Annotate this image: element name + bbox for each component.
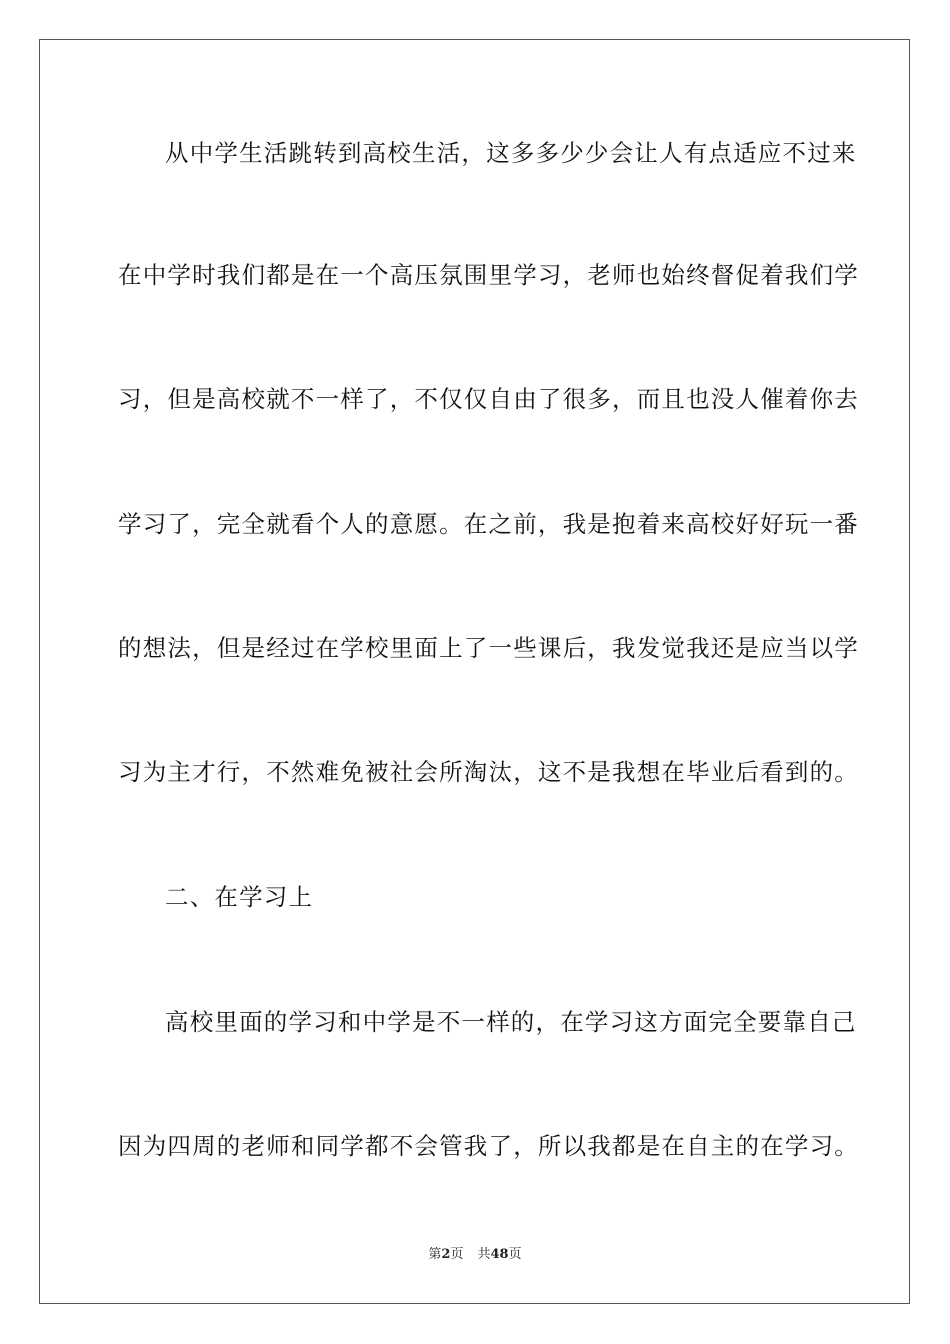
page-number: 2 [441, 1247, 451, 1262]
paragraph-line-4: 学习了，完全就看个人的意愿。在之前，我是抱着来高校好好玩一番 [118, 510, 859, 538]
paragraph-line-3: 习，但是高校就不一样了，不仅仅自由了很多，而且也没人催着你去 [118, 385, 859, 413]
page-footer [0, 1246, 950, 1264]
total-prefix: 共 [477, 1247, 491, 1262]
page-suffix: 页 [450, 1247, 464, 1262]
page-border [39, 39, 910, 1304]
paragraph-line-8: 因为四周的老师和同学都不会管我了，所以我都是在自主的在学习。 [118, 1132, 859, 1160]
paragraph-line-5: 的想法，但是经过在学校里面上了一些课后，我发觉我还是应当以学 [118, 634, 859, 662]
total-pages: 48 [490, 1247, 509, 1262]
section-heading: 二、在学习上 [165, 883, 314, 911]
total-suffix: 页 [508, 1247, 522, 1262]
paragraph-line-6: 习为主才行，不然难免被社会所淘汰，这不是我想在毕业后看到的。 [118, 758, 859, 786]
paragraph-line-1: 从中学生活跳转到高校生活，这多多少少会让人有点适应不过来 [165, 139, 857, 167]
paragraph-line-7: 高校里面的学习和中学是不一样的，在学习这方面完全要靠自己 [165, 1008, 857, 1036]
paragraph-line-2: 在中学时我们都是在一个高压氛围里学习，老师也始终督促着我们学 [118, 261, 859, 289]
page-prefix: 第 [428, 1247, 442, 1262]
